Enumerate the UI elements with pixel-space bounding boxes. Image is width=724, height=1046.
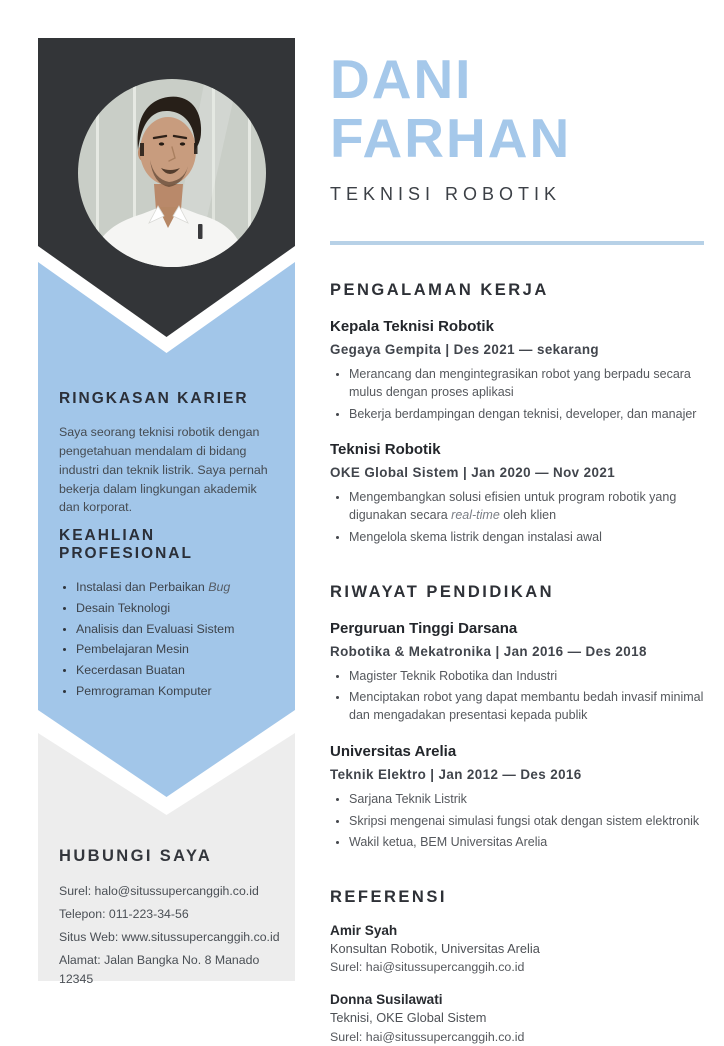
skill-item-text: Instalasi dan Perbaikan [76,580,209,594]
person-name [330,50,704,168]
entry-bullets [330,668,704,725]
skill-item: • Analisis dan Evaluasi Sistem [76,619,287,640]
entry-bullets [330,489,704,546]
contact-phone: Telepon: 011-223-34-56 [59,907,189,922]
experience-entry [330,441,704,546]
bullet-item: • Magister Teknik Robotika dan Industri [349,668,704,686]
education-heading: RIWAYAT PENDIDIKAN [330,582,555,601]
skill-item: • Pembelajaran Mesin [76,639,287,660]
bullet-item [349,489,704,525]
bullet-text: Mengembangkan solusi efisien untuk program robotik yang digunakan secara [349,490,677,522]
bullet-item: • Wakil ketua, BEM Universitas Arelia [349,834,704,852]
contact-section [59,847,294,989]
reference-email: Surel: hai@situssupercanggih.co.id [330,960,525,975]
references-heading: REFERENSI [330,888,447,906]
contact-heading: HUBUNGI SAYA [59,847,213,865]
entry-bullets [330,366,704,423]
reference-entry [330,923,704,976]
education-section [330,583,704,853]
entry-title: Kepala Teknisi Robotik [330,318,494,335]
entry-meta: Robotika & Mekatronika | Jan 2016 — Des 2018 [330,643,647,659]
bullet-item: • Mengelola skema listrik dengan instalasi awal [349,529,704,547]
education-entry [330,743,704,852]
last-name: FARHAN [330,107,572,169]
entry-meta: Teknik Elektro | Jan 2012 — Des 2016 [330,766,582,782]
reference-role: Teknisi, OKE Global Sistem [330,1010,487,1026]
bullet-item: • Menciptakan robot yang dapat membantu bedah invasif minimal dan mengadakan presentasi kepada publik [349,689,704,725]
skill-item: • Pemrograman Komputer [76,681,287,702]
experience-heading: PENGALAMAN KERJA [330,281,549,299]
reference-name: Donna Susilawati [330,992,443,1008]
first-name: DANI [330,48,473,110]
reference-entry [330,992,704,1045]
skill-item: • Kecerdasan Buatan [76,660,287,681]
pocket-pen [198,224,203,239]
contact-email: Surel: halo@situssupercanggih.co.id [59,884,259,898]
bullet-item: • Sarjana Teknik Listrik [349,791,704,809]
skill-item: • Desain Teknologi [76,598,287,619]
reference-role: Konsultan Robotik, Universitas Arelia [330,941,540,956]
skills-heading: KEAHLIAN PROFESIONAL [59,527,193,562]
bullet-item: • Merancang dan mengintegrasikan robot yang berpadu secara mulus dengan proses aplikasi [349,366,704,402]
entry-meta: Gegaya Gempita | Des 2021 — sekarang [330,342,599,357]
person-job-title: TEKNISI ROBOTIK [330,184,562,204]
references-section [330,888,704,1046]
career-summary-section [59,390,279,517]
bullet-italic: real-time [451,508,500,522]
education-entry [330,620,704,725]
face [140,117,196,185]
skill-item-italic: Bug [208,580,231,594]
entry-title: Perguruan Tinggi Darsana [330,619,518,637]
experience-section [330,281,704,547]
entry-meta: OKE Global Sistem | Jan 2020 — Nov 2021 [330,465,616,481]
contact-address: Alamat: Jalan Bangka No. 8 Manado 12345 [59,953,260,987]
summary-text: Saya seorang teknisi robotik dengan pengetahuan mendalam di bidang industri dan teknik listrik. Saya pernah bekerja dalam lingkungan akademik dan korporat. [59,425,268,515]
summary-heading: RINGKASAN KARIER [59,390,249,407]
reference-email: Surel: hai@situssupercanggih.co.id [330,1029,525,1044]
experience-entry [330,318,704,423]
entry-title: Universitas Arelia [330,742,457,760]
contact-website: Situs Web: www.situssupercanggih.co.id [59,930,280,945]
profile-photo [78,79,266,268]
bullet-item: • Skripsi mengenai simulasi fungsi otak dengan sistem elektronik [349,813,704,831]
bullet-text: oleh klien [499,508,557,522]
bullet-item: • Bekerja berdampingan dengan teknisi, developer, dan manajer [349,406,704,424]
reference-name: Amir Syah [330,923,398,938]
header-divider [330,241,704,245]
skills-section [59,527,287,702]
skills-list [59,577,287,702]
entry-bullets [330,791,704,852]
entry-title: Teknisi Robotik [330,441,441,459]
main-column [330,0,704,1046]
skill-item [76,577,287,598]
